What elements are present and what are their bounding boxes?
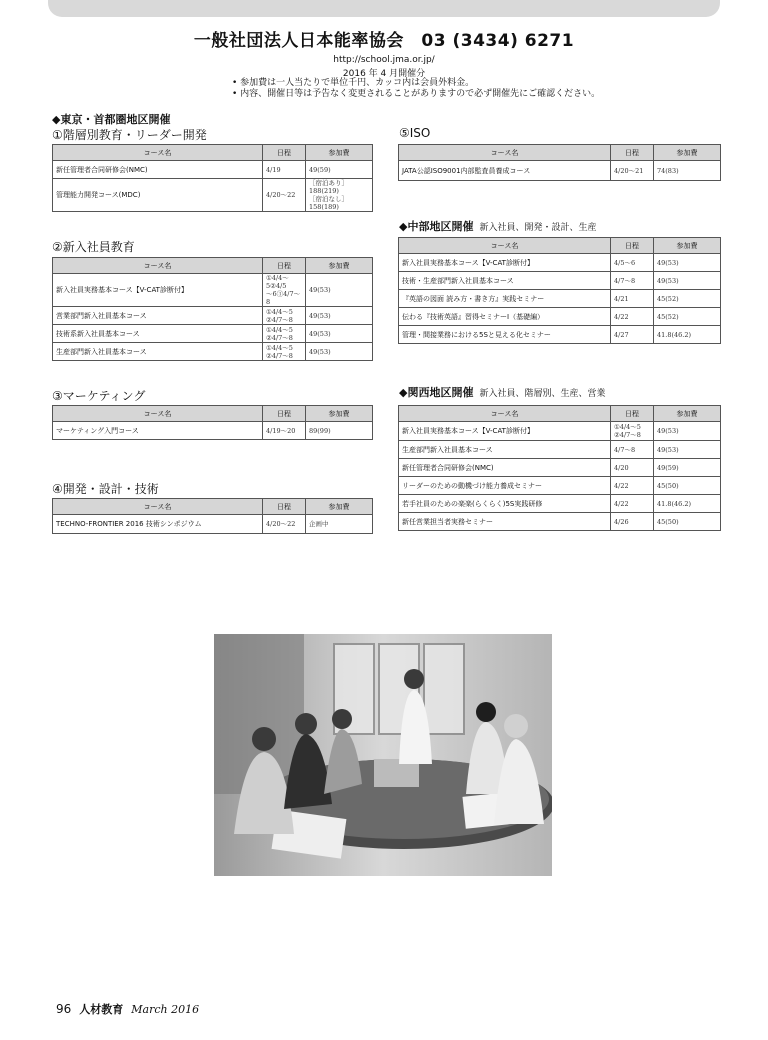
section-3-title: ③マーケティング	[52, 389, 146, 403]
kansai-heading-text: ◆関西地区開催	[399, 386, 474, 399]
table-row	[399, 326, 721, 344]
table-header-row	[399, 145, 721, 161]
course-date: 4/19〜20	[263, 422, 306, 440]
course-fee: 49(53)	[654, 254, 721, 272]
magazine-name: 人材教育	[79, 1003, 124, 1016]
course-fee: 45(52)	[654, 308, 721, 326]
chubu-heading-text: ◆中部地区開催	[399, 220, 474, 233]
course-fee: 49(53)	[306, 343, 373, 361]
course-fee	[306, 179, 373, 212]
course-date: 4/27	[611, 326, 654, 344]
table-row	[399, 290, 721, 308]
course-fee: 41.8(46.2)	[654, 326, 721, 344]
chubu-heading-sub: 新入社員、開発・設計、生産	[479, 223, 597, 233]
course-name: 営業部門新入社員基本コース	[53, 307, 263, 325]
col-course: コース名	[399, 406, 611, 422]
course-name: 生産部門新入社員基本コース	[399, 441, 611, 459]
course-name: TECHNO-FRONTIER 2016 技術シンポジウム	[53, 515, 263, 534]
course-fee: 89(99)	[306, 422, 373, 440]
course-fee: 41.8(46.2)	[654, 495, 721, 513]
kansai-table	[398, 405, 721, 531]
date-line-1: ①4/4〜5	[266, 343, 293, 352]
col-date: 日程	[263, 406, 306, 422]
course-date	[263, 307, 306, 325]
course-fee: 45(50)	[654, 477, 721, 495]
course-fee: 企画中	[306, 515, 373, 534]
table-row	[399, 459, 721, 477]
section-3-table	[52, 405, 373, 440]
table-header-row	[53, 258, 373, 274]
col-date: 日程	[263, 258, 306, 274]
date-line-2: ②4/7〜8	[266, 315, 293, 324]
course-name: 伝わる『技術英語』習得セミナーⅠ（基礎編）	[399, 308, 611, 326]
section-2-table	[52, 257, 373, 361]
top-decorative-bar	[48, 0, 720, 17]
page-number: 96	[56, 1002, 72, 1016]
held-period: 2016 年 4 月開催分	[342, 69, 426, 79]
course-name: 生産部門新入社員基本コース	[53, 343, 263, 361]
date-line-1: ①4/4〜5②4/5	[266, 274, 289, 290]
course-fee: 49(53)	[654, 422, 721, 441]
course-name: 新入社員実務基本コース【V-CAT診断付】	[399, 422, 611, 441]
table-row	[399, 308, 721, 326]
col-course: コース名	[53, 145, 263, 161]
course-fee: 45(50)	[654, 513, 721, 531]
col-fee: 参加費	[654, 238, 721, 254]
course-date	[263, 274, 306, 307]
col-date: 日程	[263, 145, 306, 161]
course-date: 4/19	[263, 161, 306, 179]
table-row	[53, 274, 373, 307]
course-fee: 49(53)	[654, 272, 721, 290]
date-line-2: ②4/7〜8	[266, 333, 293, 342]
course-fee: 49(53)	[306, 274, 373, 307]
table-row	[53, 422, 373, 440]
table-row	[53, 161, 373, 179]
col-fee: 参加費	[306, 145, 373, 161]
tokyo-region-heading: ◆東京・首都圏地区開催	[52, 113, 171, 126]
col-fee: 参加費	[306, 499, 373, 515]
course-name: 技術・生産部門新入社員基本コース	[399, 272, 611, 290]
section-5-table	[398, 144, 721, 181]
col-fee: 参加費	[306, 406, 373, 422]
course-name: 新任管理者合同研修会(NMC)	[399, 459, 611, 477]
table-row	[399, 161, 721, 181]
note-change: • 内容、開催日等は予告なく変更されることがありますので必ず開催先にご確認ください。	[232, 89, 601, 99]
table-row	[399, 477, 721, 495]
notes	[232, 78, 600, 100]
course-name: 新入社員実務基本コース【V-CAT診断付】	[399, 254, 611, 272]
course-date: 4/7〜8	[611, 441, 654, 459]
table-row	[399, 513, 721, 531]
fee-without-stay: ［宿泊なし］158(189)	[309, 195, 348, 211]
section-5-title: ⑤ISO	[399, 126, 431, 140]
meeting-photo-illustration	[214, 634, 552, 876]
col-date: 日程	[611, 406, 654, 422]
course-date: 4/21	[611, 290, 654, 308]
kansai-region-heading	[399, 384, 605, 400]
page-footer	[56, 1001, 199, 1017]
course-date: 4/20〜22	[263, 515, 306, 534]
table-header-row	[399, 406, 721, 422]
table-header-row	[53, 499, 373, 515]
table-row	[399, 272, 721, 290]
course-name: JATA公認ISO9001内部監査員養成コース	[399, 161, 611, 181]
table-row	[399, 422, 721, 441]
col-date: 日程	[611, 238, 654, 254]
course-fee: 49(59)	[306, 161, 373, 179]
kansai-heading-sub: 新入社員、階層別、生産、営業	[479, 389, 606, 399]
col-fee: 参加費	[654, 145, 721, 161]
page-title: 一般社団法人日本能率協会 03 (3434) 6271	[193, 31, 575, 51]
fee-with-stay: ［宿泊あり］188(219)	[309, 179, 348, 195]
col-fee: 参加費	[306, 258, 373, 274]
table-header-row	[53, 145, 373, 161]
col-course: コース名	[53, 406, 263, 422]
table-row	[399, 495, 721, 513]
course-name: マーケティング入門コース	[53, 422, 263, 440]
date-line-1: ①4/4〜5	[266, 307, 293, 316]
course-date: 4/26	[611, 513, 654, 531]
table-row	[53, 515, 373, 534]
course-name: 新任営業担当者実務セミナー	[399, 513, 611, 531]
note-fee: • 参加費は一人当たりで単位千円、カッコ内は会員外料金。	[232, 78, 475, 88]
table-row	[53, 325, 373, 343]
course-fee: 49(53)	[654, 441, 721, 459]
table-row	[53, 343, 373, 361]
course-date: 4/20〜21	[611, 161, 654, 181]
col-course: コース名	[53, 258, 263, 274]
section-1-title: ①階層別教育・リーダー開発	[52, 128, 207, 142]
course-fee: 49(53)	[306, 307, 373, 325]
table-row	[53, 307, 373, 325]
course-date	[263, 325, 306, 343]
col-course: コース名	[399, 145, 611, 161]
col-fee: 参加費	[654, 406, 721, 422]
section-2-title: ②新入社員教育	[52, 240, 135, 254]
table-row	[53, 179, 373, 212]
date-line-2: 〜6③4/7〜8	[266, 290, 301, 306]
course-name: 『英語の図面 読み方・書き方』実践セミナー	[399, 290, 611, 308]
course-date: 4/7〜8	[611, 272, 654, 290]
section-4-table	[52, 498, 373, 534]
table-row	[399, 254, 721, 272]
course-name: 管理・間接業務における5Sと見える化セミナー	[399, 326, 611, 344]
course-name: 新入社員実務基本コース【V-CAT診断付】	[53, 274, 263, 307]
col-date: 日程	[611, 145, 654, 161]
date-line-2: ②4/7〜8	[266, 351, 293, 360]
course-date	[611, 422, 654, 441]
section-1-table	[52, 144, 373, 212]
course-fee: 49(53)	[306, 325, 373, 343]
col-course: コース名	[399, 238, 611, 254]
course-fee: 45(52)	[654, 290, 721, 308]
date-line-1: ①4/4〜5	[614, 423, 641, 431]
col-date: 日程	[263, 499, 306, 515]
issue-month: March 2016	[131, 1003, 200, 1016]
website-url[interactable]: http://school.jma.or.jp/	[333, 55, 435, 65]
course-date: 4/22	[611, 308, 654, 326]
table-row	[399, 441, 721, 459]
course-date: 4/20〜22	[263, 179, 306, 212]
course-name: 若手社員のための楽楽(らくらく)5S実践研修	[399, 495, 611, 513]
meeting-photo	[214, 634, 552, 876]
date-line-2: ②4/7〜8	[614, 431, 641, 439]
course-name: 管理能力開発コース(MDC)	[53, 179, 263, 212]
col-course: コース名	[53, 499, 263, 515]
table-header-row	[53, 406, 373, 422]
table-header-row	[399, 238, 721, 254]
chubu-table	[398, 237, 721, 344]
course-name: リーダーのための動機づけ能力養成セミナー	[399, 477, 611, 495]
course-date: 4/22	[611, 495, 654, 513]
course-date: 4/5〜6	[611, 254, 654, 272]
course-name: 技術系新入社員基本コース	[53, 325, 263, 343]
chubu-region-heading	[399, 218, 596, 234]
section-4-title: ④開発・設計・技術	[52, 482, 159, 496]
course-date	[263, 343, 306, 361]
course-fee: 49(59)	[654, 459, 721, 477]
course-name: 新任管理者合同研修会(NMC)	[53, 161, 263, 179]
course-date: 4/20	[611, 459, 654, 477]
course-fee: 74(83)	[654, 161, 721, 181]
date-line-1: ①4/4〜5	[266, 325, 293, 334]
course-date: 4/22	[611, 477, 654, 495]
